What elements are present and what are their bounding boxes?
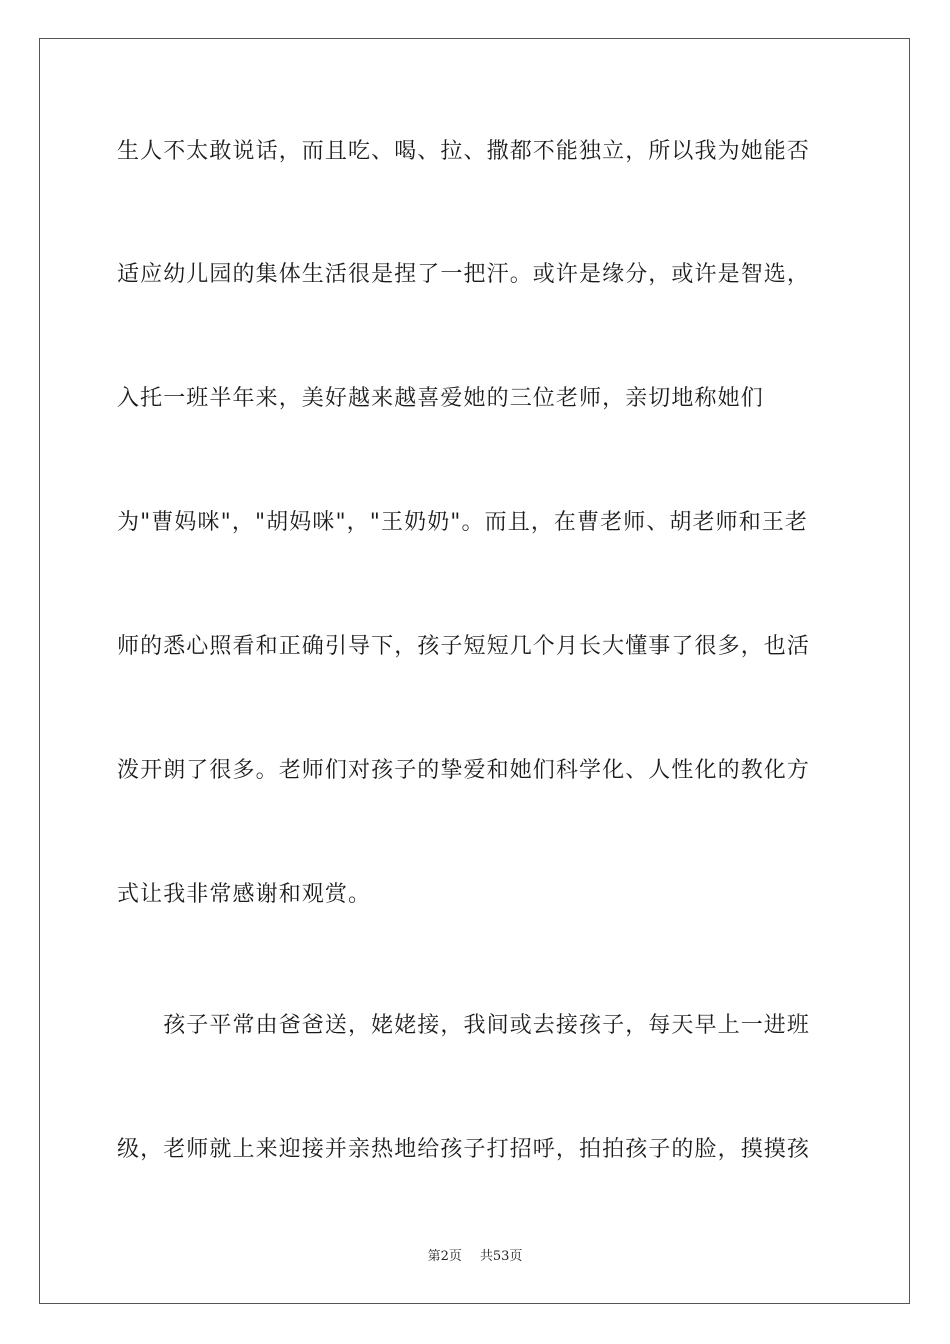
paragraph-start-line: 孩子平常由爸爸送，姥姥接，我间或去接孩子，每天早上一进班 — [117, 1013, 811, 1038]
total-pages-label: 共53页 — [479, 1249, 523, 1264]
body-text-line: 泼开朗了很多。老师们对孩子的挚爱和她们科学化、人性化的教化方 — [117, 758, 811, 783]
body-text-line: 级，老师就上来迎接并亲热地给孩子打招呼，拍拍孩子的脸，摸摸孩 — [117, 1137, 811, 1162]
body-text-line: 适应幼儿园的集体生活很是捏了一把汗。或许是缘分，或许是智选， — [117, 262, 811, 287]
body-text-line: 师的悉心照看和正确引导下，孩子短短几个月长大懂事了很多，也活 — [117, 634, 811, 659]
body-text-line: 为"曹妈咪"，"胡妈咪"，"王奶奶"。而且，在曹老师、胡老师和王老 — [117, 510, 809, 535]
body-text-line: 生人不太敢说话，而且吃、喝、拉、撒都不能独立，所以我为她能否 — [117, 139, 811, 164]
page-footer — [0, 1248, 950, 1266]
body-text-line: 入托一班半年来，美好越来越喜爱她的三位老师，亲切地称她们 — [117, 386, 764, 411]
current-page-label: 第2页 — [427, 1249, 462, 1264]
body-text-line: 式让我非常感谢和观赏。 — [117, 882, 372, 907]
page-border — [39, 38, 910, 1304]
